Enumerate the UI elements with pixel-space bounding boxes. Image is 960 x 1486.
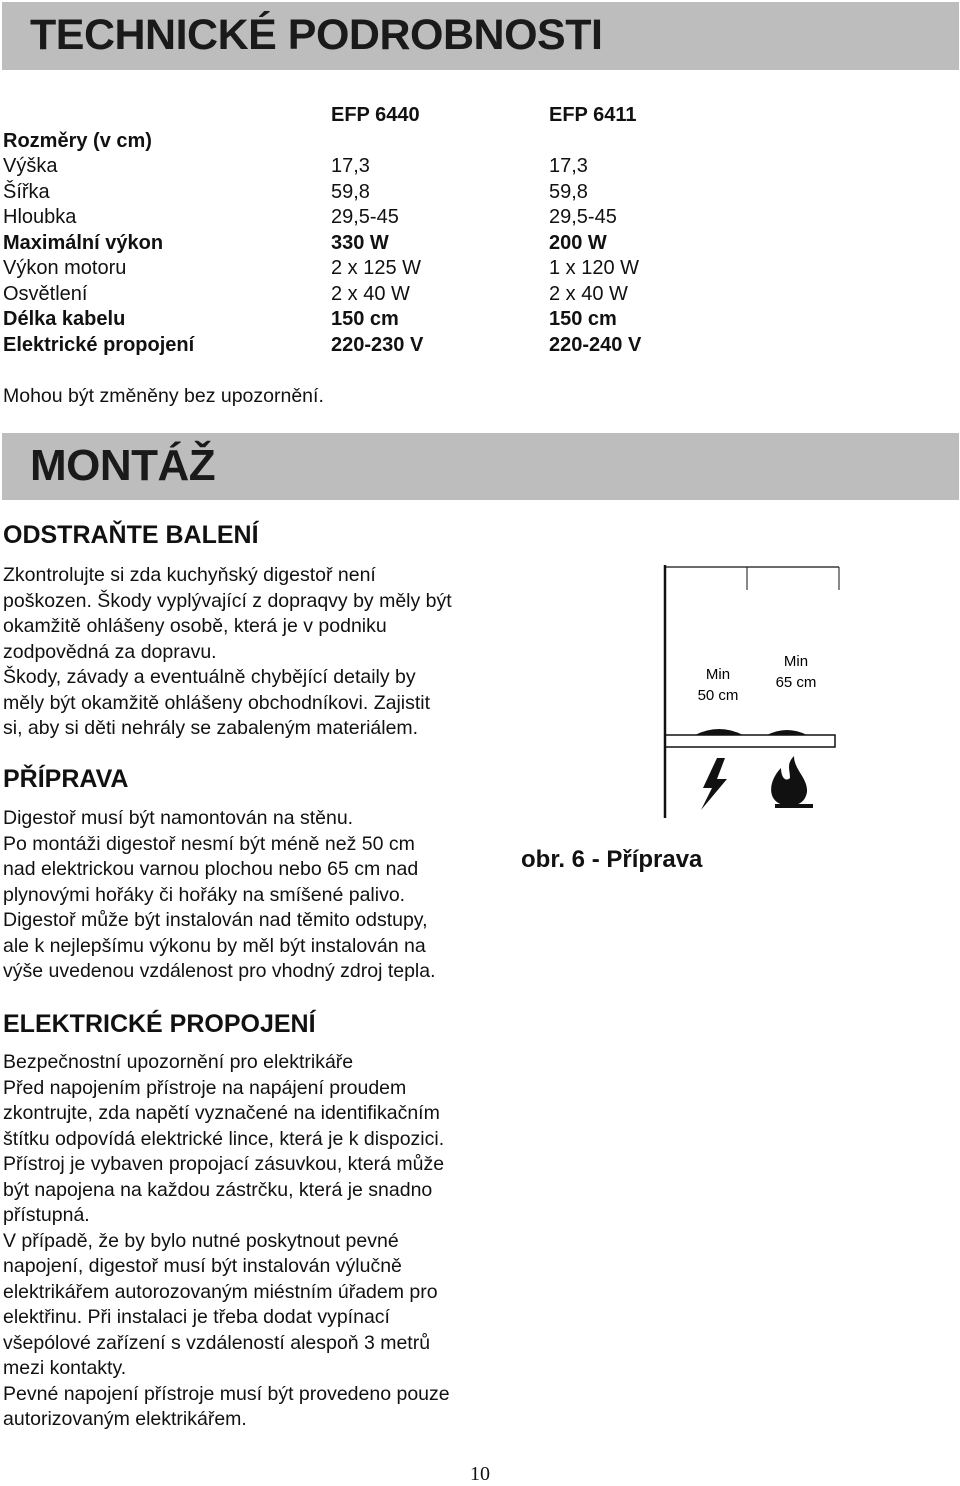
spec-header-spacer xyxy=(3,103,194,129)
min-label-right: Min xyxy=(783,653,809,670)
spec-model-2-column xyxy=(549,103,641,358)
spec-note: Mohou být změněny bez upozornění. xyxy=(3,385,324,407)
text-line: zkontrujte, zda napětí vyznačené na identifikačním xyxy=(3,1102,440,1124)
spec-label: Rozměry (v cm) xyxy=(3,129,152,152)
spec-value-model-2: 29,5-45 xyxy=(549,206,617,228)
text-line: Po montáži digestoř nesmí být méně než 50 cm xyxy=(3,832,415,855)
spec-value-model-1: 2 x 125 W xyxy=(331,257,422,279)
spec-value-model-1: 17,3 xyxy=(331,155,370,177)
text-line: štítku odpovídá elektrické lince, která je k dispozici. xyxy=(3,1127,445,1150)
spec-value-model-1: 150 cm xyxy=(331,308,399,330)
spec-labels-column xyxy=(3,103,194,358)
heading-priprava: PŘÍPRAVA xyxy=(3,765,129,793)
section-banner-technical xyxy=(2,2,959,70)
gas-flame-icon xyxy=(771,756,807,806)
text-line: Pevné napojení přístroje musí být provedeno pouze xyxy=(3,1382,450,1405)
spec-value-model-1: 59,8 xyxy=(331,180,370,203)
spec-label: Šířka xyxy=(3,180,50,203)
text-line: výše uvedenou vzdálenost pro vhodný zdroj tepla. xyxy=(3,960,436,982)
spec-value-model-2: 200 W xyxy=(549,231,607,254)
text-line: být napojena na každou zástrčku, která je snadno xyxy=(3,1178,433,1201)
lightning-icon xyxy=(701,758,727,810)
text-line: poškozen. Škody vyplývající z dopraqvy by měly být xyxy=(3,589,452,612)
model-1-header: EFP 6440 xyxy=(331,104,420,126)
text-line: mezi kontakty. xyxy=(3,1357,127,1379)
text-line: všepólové zařízení s vzdáleností alespoň 3 metrů xyxy=(3,1331,431,1354)
spec-value-model-2: 150 cm xyxy=(549,308,617,330)
text-line: nad elektrickou varnou plochou nebo 65 cm nad xyxy=(3,858,419,880)
paragraph-elektricke-propojeni xyxy=(3,1050,450,1433)
distance-label-right: 65 cm xyxy=(775,674,817,691)
spec-value-model-2: 2 x 40 W xyxy=(549,282,628,305)
spec-value-model-2: 220-240 V xyxy=(549,333,642,356)
paragraph-priprava xyxy=(3,806,436,985)
section-banner-montaz xyxy=(2,433,959,500)
spec-value-model-2: 59,8 xyxy=(549,180,588,203)
text-line: měly být okamžitě ohlášeny obchodníkovi. Zajistit xyxy=(3,691,431,714)
spec-value-model-2: 17,3 xyxy=(549,155,588,177)
spec-value-model-1 xyxy=(331,129,423,155)
spec-value-model-1: 330 W xyxy=(331,231,389,254)
text-line: Před napojením přístroje na napájení proudem xyxy=(3,1076,407,1099)
text-line: si, aby si děti nehrály se zabaleným materiálem. xyxy=(3,717,419,739)
text-line: plynovými hořáky či hořáky na smíšené palivo. xyxy=(3,883,406,906)
spec-label: Hloubka xyxy=(3,206,77,228)
text-line: okamžitě ohlášeny osobě, která je v podniku xyxy=(3,615,387,637)
paragraph-odstrante-baleni xyxy=(3,563,452,742)
gas-burner-plate xyxy=(767,730,807,735)
spec-label: Výkon motoru xyxy=(3,257,127,279)
text-line: Přístroj je vybaven propojací zásuvkou, která může xyxy=(3,1153,445,1175)
text-line: Digestoř může být instalován nad těmito odstupy, xyxy=(3,909,428,931)
text-line: zodpovědná za dopravu. xyxy=(3,640,217,663)
spec-value-model-2: 1 x 120 W xyxy=(549,257,640,279)
model-2-header: EFP 6411 xyxy=(549,104,637,126)
min-label-left: Min xyxy=(705,666,731,683)
spec-label: Maximální výkon xyxy=(3,231,164,254)
page-number: 10 xyxy=(470,1463,490,1485)
text-line: přístupná. xyxy=(3,1204,90,1226)
burner-base xyxy=(775,804,813,808)
spec-value-model-1: 2 x 40 W xyxy=(331,282,410,305)
spec-model-1-column xyxy=(331,103,423,358)
electric-hob-plate xyxy=(695,729,743,735)
text-line: Škody, závady a eventuálně chybějící detaily by xyxy=(3,666,416,688)
heading-elektricke-propojeni: ELEKTRICKÉ PROPOJENÍ xyxy=(3,1010,316,1038)
text-line: napojení, digestoř musí být instalován výlučně xyxy=(3,1255,402,1277)
installation-distance-figure xyxy=(655,560,855,825)
text-line: Zkontrolujte si zda kuchyňský digestoř není xyxy=(3,564,376,586)
countertop xyxy=(665,735,835,747)
spec-label: Elektrické propojení xyxy=(3,333,195,356)
text-line: autorizovaným elektrikářem. xyxy=(3,1408,247,1430)
text-line: ale k nejlepšímu výkonu by měl být instalován na xyxy=(3,934,426,957)
distance-label-left: 50 cm xyxy=(697,687,739,704)
spec-label: Osvětlení xyxy=(3,282,88,305)
text-line: elektrikářem autorozovaným miéstním úřadem pro xyxy=(3,1280,438,1303)
figure-caption: obr. 6 - Příprava xyxy=(521,846,703,873)
spec-value-model-1: 220-230 V xyxy=(331,333,424,356)
text-line: elektřinu. Při instalaci je třeba dodat vypínací xyxy=(3,1306,390,1328)
section-title-montaz: MONTÁŽ xyxy=(30,441,216,490)
heading-odstrante-baleni: ODSTRAŇTE BALENÍ xyxy=(3,521,259,549)
spec-label: Délka kabelu xyxy=(3,308,126,330)
spec-value-model-2 xyxy=(549,129,641,155)
spec-value-model-1: 29,5-45 xyxy=(331,206,399,228)
text-line: Bezpečnostní upozornění pro elektrikáře xyxy=(3,1051,354,1073)
text-line: V případě, že by bylo nutné poskytnout pevné xyxy=(3,1229,399,1252)
spec-label: Výška xyxy=(3,155,58,177)
page-title: TECHNICKÉ PODROBNOSTI xyxy=(30,11,603,59)
text-line: Digestoř musí být namontován na stěnu. xyxy=(3,807,354,829)
